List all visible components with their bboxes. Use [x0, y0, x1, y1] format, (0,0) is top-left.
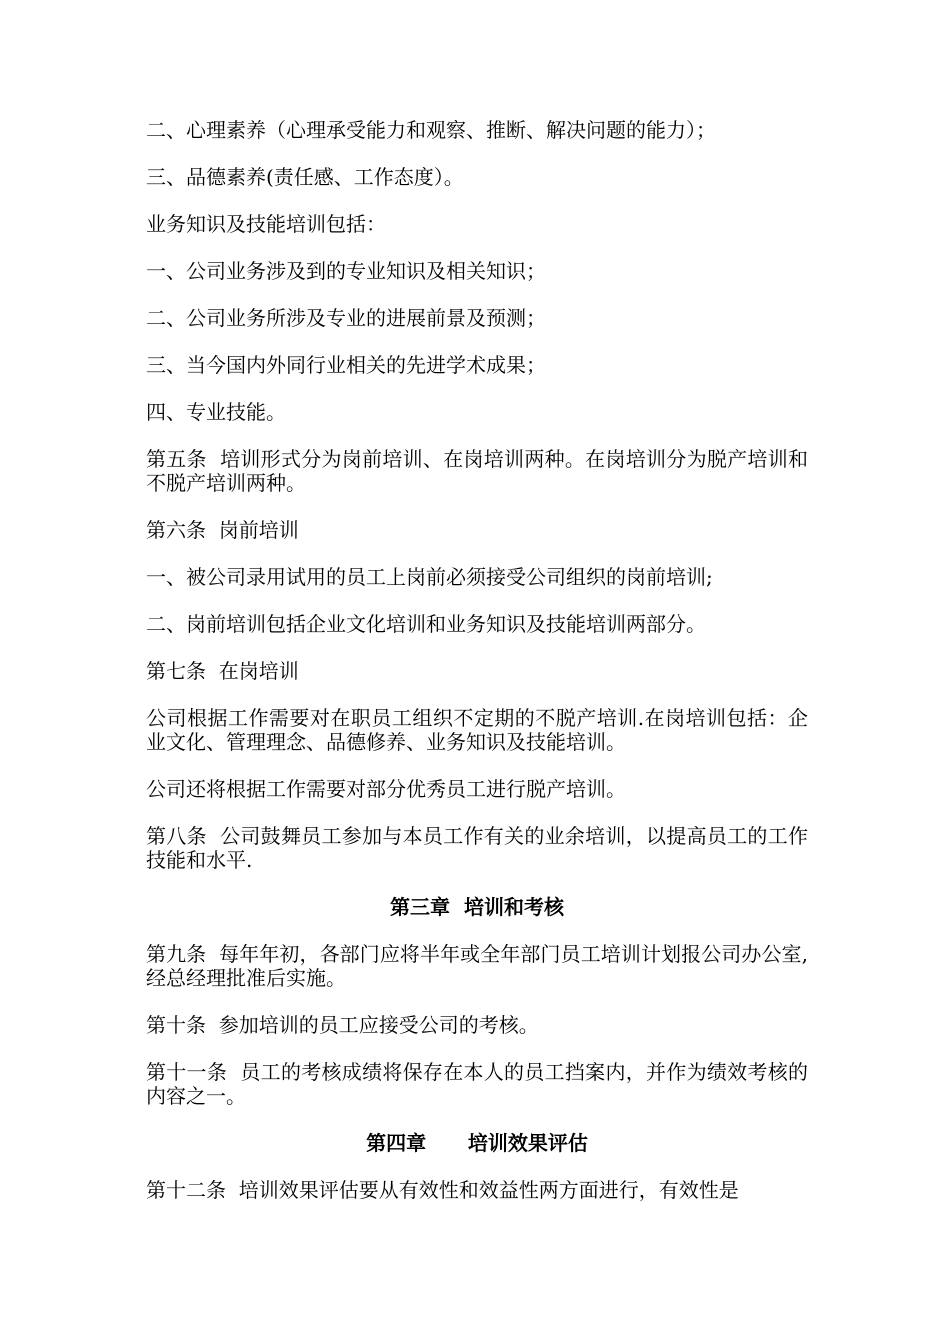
paragraph: 第十一条 员工的考核成绩将保存在本人的员工挡案内，并作为绩效考核的内容之一。	[146, 1060, 808, 1108]
paragraph: 三、品德素养(责任感、工作态度）。	[146, 165, 464, 189]
paragraph: 二、公司业务所涉及专业的进展前景及预测；	[146, 306, 546, 330]
paragraph: 公司根据工作需要对在职员工组织不定期的不脱产培训.在岗培训包括：企业文化、管理理念、品德修养、业务知识及技能培训。	[146, 706, 808, 754]
paragraph: 第八条 公司鼓舞员工参加与本员工作有关的业余培训，以提高员工的工作技能和水平.	[146, 824, 808, 872]
paragraph: 一、被公司录用试用的员工上岗前必须接受公司组织的岗前培训;	[146, 565, 713, 589]
paragraph: 公司还将根据工作需要对部分优秀员工进行脱产培训。	[146, 777, 626, 801]
paragraph: 一、公司业务涉及到的专业知识及相关知识；	[146, 259, 546, 283]
paragraph: 第五条 培训形式分为岗前培训、在岗培训两种。在岗培训分为脱产培训和不脱产培训两种。	[146, 447, 808, 495]
paragraph: 第六条 岗前培训	[146, 518, 299, 542]
paragraph: 四、专业技能。	[146, 400, 286, 424]
paragraph: 业务知识及技能培训包括：	[146, 212, 386, 236]
paragraph: 二、岗前培训包括企业文化培训和业务知识及技能培训两部分。	[146, 612, 706, 636]
paragraph: 第十二条 培训效果评估要从有效性和效益性两方面进行，有效性是	[146, 1178, 739, 1202]
paragraph: 三、当今国内外同行业相关的先进学术成果；	[146, 353, 546, 377]
document-body	[146, 118, 808, 1225]
chapter-heading: 第三章 培训和考核	[390, 895, 564, 919]
paragraph: 二、心理素养（心理承受能力和观察、推断、解决问题的能力）；	[146, 118, 716, 142]
paragraph: 第十条 参加培训的员工应接受公司的考核。	[146, 1013, 539, 1037]
paragraph: 第九条 每年年初，各部门应将半年或全年部门员工培训计划报公司办公室,经总经理批准后实施。	[146, 942, 808, 990]
paragraph: 第七条 在岗培训	[146, 659, 299, 683]
chapter-heading: 第四章 培训效果评估	[366, 1131, 588, 1155]
